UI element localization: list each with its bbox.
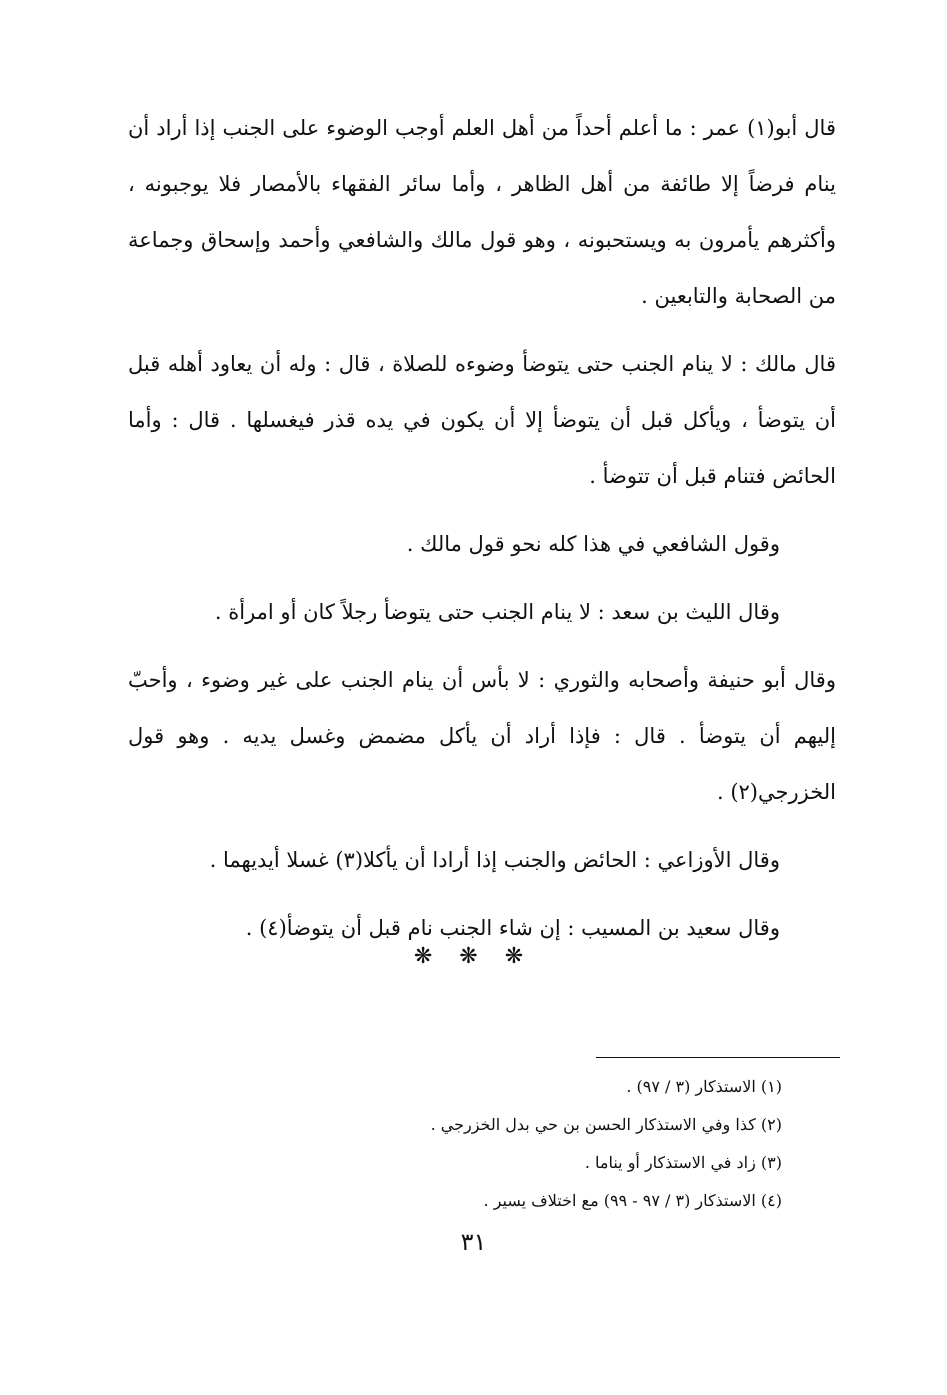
footnote-1: (١) الاستذكار (٣ / ٩٧) . bbox=[626, 1077, 782, 1096]
footnote-4: (٤) الاستذكار (٣ / ٩٧ - ٩٩) مع اختلاف يسير . bbox=[483, 1191, 782, 1210]
paragraph-1: قال أبو(١) عمر : ما أعلم أحداً من أهل العلم أوجب الوضوء على الجنب إذا أراد أن ينام فرضاً إلا طائفة من أهل الظاهر ، وأما سائر الفقهاء بالأمصار فلا يوجبونه ، وأكثرهم يأمرون به ويستحبونه ، وهو قول مالك والشافعي وأحمد وإسحاق وجماعة من الصحابة والتابعين . bbox=[128, 116, 836, 308]
section-separator: ❋ ❋ ❋ bbox=[413, 944, 534, 969]
paragraph-3: وقول الشافعي في هذا كله نحو قول مالك . bbox=[406, 532, 780, 556]
footnote-3: (٣) زاد في الاستذكار أو يناما . bbox=[584, 1153, 782, 1172]
paragraph-4: وقال الليث بن سعد : لا ينام الجنب حتى يتوضأ رجلاً كان أو امرأة . bbox=[214, 600, 780, 624]
main-text bbox=[128, 100, 836, 968]
paragraph-2: قال مالك : لا ينام الجنب حتى يتوضأ وضوءه للصلاة ، قال : وله أن يعاود أهله قبل أن يتوضأ ، ويأكل قبل أن يتوضأ إلا أن يكون في يده قذر فيغسلها . قال : وأما الحائض فتنام قبل أن تتوضأ . bbox=[128, 352, 836, 488]
paragraph-5: وقال أبو حنيفة وأصحابه والثوري : لا بأس أن ينام الجنب على غير وضوء ، وأحبّ إليهم أن يتوضأ . قال : فإذا أراد أن يأكل مضمض وغسل يديه . وهو قول الخزرجي(٢) . bbox=[128, 668, 836, 804]
paragraph-6: وقال الأوزاعي : الحائض والجنب إذا أرادا أن يأكلا(٣) غسلا أيديهما . bbox=[209, 848, 780, 872]
paragraph-7: وقال سعيد بن المسيب : إن شاء الجنب نام قبل أن يتوضأ(٤) . bbox=[245, 916, 780, 940]
footnote-2: (٢) كذا وفي الاستذكار الحسن بن حي بدل الخزرجي . bbox=[430, 1115, 782, 1134]
page-number: ٣١ bbox=[460, 1228, 487, 1256]
footnotes bbox=[300, 1068, 782, 1220]
footnote-divider bbox=[596, 1057, 840, 1058]
